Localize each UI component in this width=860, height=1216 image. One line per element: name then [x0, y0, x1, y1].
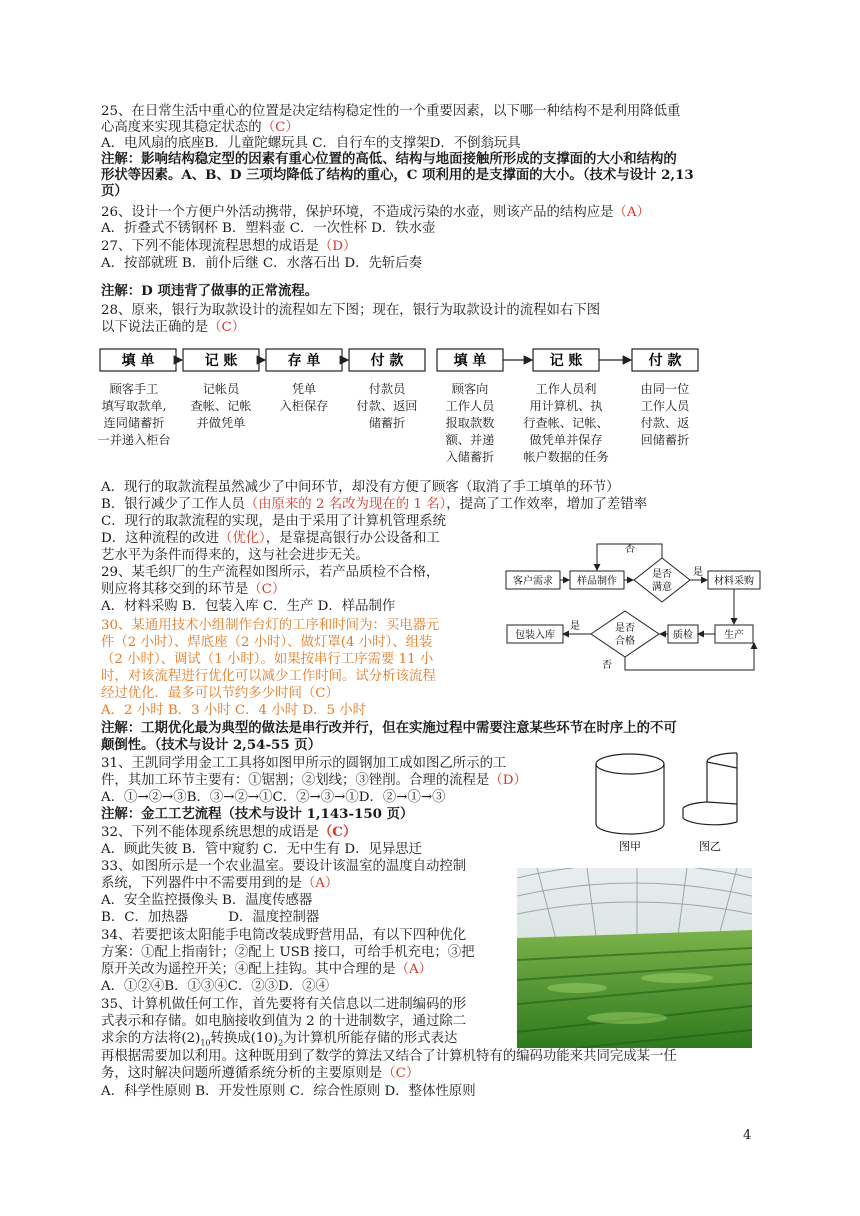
- q33-line2: [101, 875, 338, 892]
- q30-line3: （2 小时）、调试（1 小时）。如果按串行工序需要 11 小: [101, 652, 434, 667]
- decision-qualified: [591, 611, 659, 657]
- q35-sub-10: 10: [200, 1038, 211, 1048]
- left-desc-1: [86, 381, 182, 449]
- q35-line1: 35、计算机做任何工作，首先要将有关信息以二进制编码的形: [101, 997, 467, 1012]
- figure-jia-label: 图甲: [619, 840, 641, 853]
- label-no-bottom: 否: [602, 660, 612, 671]
- q27-note: 注解：D 项违背了做事的正常流程。: [101, 283, 319, 299]
- right-desc-1-l3: 报取款数: [445, 416, 495, 430]
- q32-answer: （C）: [318, 824, 357, 840]
- q30-note-line2: 颠倒性。（技术与设计 2,54-55 页）: [101, 737, 322, 753]
- decision-qualified-l1: 是否: [615, 623, 635, 634]
- q31-options: A．①→②→③B．③→②→①C．②→③→①D．②→①→③: [101, 790, 446, 805]
- left-desc-3-l2: 入柜保存: [279, 399, 329, 413]
- left-desc-4-l1: 付款员: [368, 382, 406, 396]
- q35-answer: （C）: [382, 1066, 420, 1081]
- node-quality-check-label: 质检: [673, 630, 693, 641]
- q28-option-b-red: （由原来的 2 名改为现在的 1 名）: [244, 497, 447, 512]
- q31-stem-tail: 件，其加工环节主要有：①锯割；②划线；③锉削。合理的流程是: [101, 773, 490, 788]
- right-desc-2-l3: 行查帐、记帐、: [523, 416, 609, 430]
- left-desc-1-l2: 填写取款单,: [101, 399, 167, 413]
- q29-flowchart: [503, 538, 763, 678]
- q25-line1: 25、在日常生活中重心的位置是决定结构稳定性的一个重要因素，以下哪一种结构不是利用降低重: [101, 104, 681, 119]
- q33-answer: （A）: [301, 876, 339, 891]
- left-desc-1-l3: 连同储蓄折: [103, 416, 165, 430]
- q25-note-line2: 形状等因素。A、B、D 三项均降低了结构的重心，C 项利用的是支撑面的大小。（技术与设计 2,13: [101, 167, 694, 183]
- q33-stem-tail: 系统，下列器件中不需要用到的是: [101, 876, 302, 891]
- q29-options: A．材料采购 B．包装入库 C．生产 D．样品制作: [101, 599, 396, 614]
- q28-option-d-post: ，是靠提高银行办公设备和工: [265, 531, 440, 546]
- figure-yi-label: 图乙: [699, 840, 721, 853]
- right-flow: [437, 349, 698, 371]
- right-box-1-label: 填 单: [453, 353, 487, 369]
- q28-line1: 28、原来，银行为取款设计的流程如左下图；现在，银行为取款设计的流程如右下图: [101, 303, 601, 318]
- q33-option-line1: A．安全监控摄像头 B．温度传感器: [101, 893, 313, 908]
- right-desc-1-l2: 工作人员: [445, 399, 495, 413]
- q31-note: 注解：金工工艺流程（技术与设计 1,143-150 页）: [101, 806, 414, 822]
- q32-line1: [101, 824, 356, 841]
- left-desc-2-l1: 记帐员: [202, 382, 240, 396]
- node-sample-making-label: 样品制作: [577, 576, 617, 587]
- q27-answer: （D）: [318, 239, 357, 254]
- q26-answer: （A）: [613, 205, 650, 220]
- q31-line1: 31、王凯同学用金工工具将如图甲所示的圆钢加工成如图乙所示的工: [101, 756, 507, 771]
- right-desc-3-l4: 回储蓄折: [640, 433, 690, 447]
- left-box-2-label: 记 账: [204, 353, 238, 369]
- q35-line3-a: 求余的方法将(2): [101, 1031, 201, 1046]
- label-yes-right: 是: [693, 567, 703, 578]
- q26-line1: [101, 204, 650, 221]
- left-desc-3-l1: 凭单: [291, 382, 317, 396]
- q25-line2: [101, 119, 299, 136]
- left-desc-3: [262, 381, 346, 415]
- left-desc-4-l2: 付款、返回: [356, 399, 418, 413]
- left-desc-2-l2: 查帐、记帐: [190, 399, 252, 413]
- q28-option-d-pre: D．这种流程的改进: [101, 531, 219, 546]
- right-desc-2-l4: 做凭单并保存: [529, 433, 603, 447]
- left-desc-2: [179, 381, 263, 432]
- q35-line3-c: 为计算机所能存储的形式表达: [283, 1031, 458, 1046]
- q28-option-d-line2: 艺水平为条件而得来的，这与社会进步无关。: [101, 548, 369, 563]
- q28-stem-tail: 以下说法正确的是: [101, 320, 209, 335]
- q35-options: A．科学性原则 B．开发性原则 C．综合性原则 D．整体性原则: [101, 1084, 476, 1099]
- q28-option-d-red: （优化）: [218, 531, 266, 546]
- q25-note-line3: 页）: [101, 183, 128, 199]
- decision-satisfied-l2: 满意: [652, 582, 672, 593]
- right-desc-2-l1: 工作人员利: [535, 382, 597, 396]
- q31-answer: （D）: [489, 773, 527, 788]
- q26-options: A．折叠式不锈钢杯 B．塑料壶 C．一次性杯 D．铁水壶: [101, 221, 436, 236]
- q30-line4: 时，对该流程进行优化可以减少工作时间。试分析该流程: [101, 669, 436, 684]
- left-box-1-label: 填 单: [121, 353, 155, 369]
- q28-option-c: C．现行的取款流程的实现，是由于采用了计算机管理系统: [101, 514, 447, 529]
- q30-line5: 经过优化．最多可以节约多少时间（C）: [101, 686, 339, 701]
- q28-option-b: [101, 496, 647, 513]
- q28-line2: [101, 319, 245, 336]
- q32-options: A．顾此失彼 B．管中窥豹 C．无中生有 D．见异思迁: [101, 842, 423, 857]
- q34-line3: [101, 961, 432, 978]
- q29-line1: 29、某毛织厂的生产流程如图所示，若产品质检不合格，: [101, 565, 440, 580]
- left-desc-2-l3: 并做凭单: [196, 416, 246, 430]
- q34-answer: （A）: [395, 962, 433, 977]
- decision-satisfied: [634, 558, 690, 602]
- q33-option-line2: B．C．加热器 D．温度控制器: [101, 910, 320, 925]
- node-packaging-label: 包装入库: [515, 630, 555, 641]
- q28-flow-diagrams: [0, 344, 860, 376]
- label-no-top: 否: [625, 544, 635, 555]
- q34-line1: 34、若要把该太阳能手电筒改装成野营用品，有以下四种优化: [101, 928, 467, 943]
- q34-line2: 方案：①配上指南针；②配上 USB 接口，可给手机充电；③把: [101, 945, 475, 960]
- q28-answer: （C）: [208, 320, 246, 335]
- q28-option-b-post: ，提高了工作效率，增加了差错率: [446, 497, 648, 512]
- q28-option-a: A．现行的取款流程虽然减少了中间环节，却没有方便了顾客（取消了手工填单的环节）: [101, 480, 620, 495]
- right-desc-3-l2: 工作人员: [640, 399, 690, 413]
- q31-figures: [580, 748, 760, 858]
- right-desc-2-l2: 用计算机、执: [529, 399, 603, 413]
- left-desc-1-l1: 顾客手工: [109, 382, 159, 396]
- left-box-4-label: 付 款: [370, 353, 404, 369]
- q35-line3-b: 转换成(10): [210, 1031, 279, 1046]
- q31-line2: [101, 772, 527, 789]
- q27-line1: [101, 238, 356, 255]
- node-material-purchase-label: 材料采购: [714, 576, 754, 587]
- q27-options: A．按部就班 B．前仆后继 C．水落石出 D．先斩后奏: [101, 256, 423, 271]
- left-desc-1-l4: 一并递入柜台: [97, 433, 171, 447]
- q33-line1: 33、如图所示是一个农业温室。要设计该温室的温度自动控制: [101, 859, 467, 874]
- q30-line1: 30、某通用技术小组制作台灯的工序和时间为：买电器元: [101, 618, 440, 633]
- node-production-label: 生产: [724, 630, 744, 641]
- figure-jia-cylinder: [596, 754, 664, 853]
- q32-stem: 32、下列不能体现系统思想的成语是: [101, 825, 319, 840]
- q35-line5: [101, 1065, 419, 1082]
- right-desc-1: [433, 381, 507, 466]
- q35-line2: 式表示和存储。如电脑接收到值为 2 的十进制数字，通过除二: [101, 1014, 467, 1029]
- q28-option-b-pre: B．银行减少了工作人员: [101, 497, 245, 512]
- q35-stem-tail: 务，这时解决问题所遵循系统分析的主要原则是: [101, 1066, 383, 1081]
- q30-options: A．2 小时 B．3 小时 C．4 小时 D．5 小时: [101, 703, 367, 718]
- right-box-2-label: 记 账: [549, 353, 583, 369]
- node-customer-demand-label: 客户需求: [513, 576, 553, 587]
- page-number: 4: [743, 1128, 752, 1143]
- q25-answer: （C）: [261, 120, 299, 135]
- q30-note-line1: 注解：工期优化最为典型的做法是串行改并行，但在实施过程中需要注意某些环节在时序上的不可: [101, 720, 677, 736]
- right-desc-1-l5: 入储蓄折: [445, 450, 495, 464]
- q29-answer: （C）: [248, 582, 286, 597]
- q26-stem: 26、设计一个方便户外活动携带，保护环境，不造成污染的水壶，则该产品的结构应是: [101, 205, 614, 220]
- q29-stem-tail: 则应将其移交到的环节是: [101, 582, 249, 597]
- q35-sub-2: 2: [278, 1038, 284, 1048]
- greenhouse-photo: [517, 868, 752, 1048]
- q25-stem-tail: 心高度来实现其稳定状态的: [101, 120, 262, 135]
- right-desc-2: [516, 381, 616, 466]
- decision-qualified-l2: 合格: [615, 636, 635, 647]
- right-desc-3-l1: 由同一位: [640, 382, 690, 396]
- left-flow: [100, 349, 425, 371]
- q35-line4: 再根据需要加以利用。这种既用到了数学的算法又结合了计算机特有的编码功能来共同完成某一任: [101, 1049, 677, 1064]
- q34-options: A．①②④B．①③④C．②③D．②④: [101, 979, 329, 994]
- label-yes-left: 是: [570, 621, 580, 632]
- decision-satisfied-l1: 是否: [652, 569, 672, 580]
- right-box-3-label: 付 款: [648, 353, 682, 369]
- right-desc-1-l4: 额、并递: [445, 433, 495, 447]
- right-desc-3-l3: 付款、返: [640, 416, 690, 430]
- left-desc-4: [345, 381, 429, 432]
- q28-option-d: [101, 530, 440, 547]
- q29-line2: [101, 581, 285, 598]
- q34-stem-tail: 原开关改为遥控开关；④配上挂钩。其中合理的是: [101, 962, 396, 977]
- q27-stem: 27、下列不能体现流程思想的成语是: [101, 239, 319, 254]
- q25-options: A．电风扇的底座B．儿童陀螺玩具 C．自行车的支撑架D．不倒翁玩具: [101, 136, 521, 151]
- q30-line2: 件（2 小时）、焊底座（2 小时）、做灯罩(4 小时）、组装: [101, 635, 433, 650]
- right-desc-2-l5: 帐户数据的任务: [523, 450, 609, 464]
- right-desc-3: [626, 381, 704, 449]
- right-desc-1-l1: 顾客向: [451, 382, 489, 396]
- figure-yi-workpiece: [683, 753, 737, 853]
- left-box-3-label: 存 单: [287, 353, 321, 369]
- left-desc-4-l3: 储蓄折: [368, 416, 406, 430]
- q25-note-line1: 注解：影响结构稳定型的因素有重心位置的高低、结构与地面接触所形成的支撑面的大小和结构的: [101, 151, 677, 167]
